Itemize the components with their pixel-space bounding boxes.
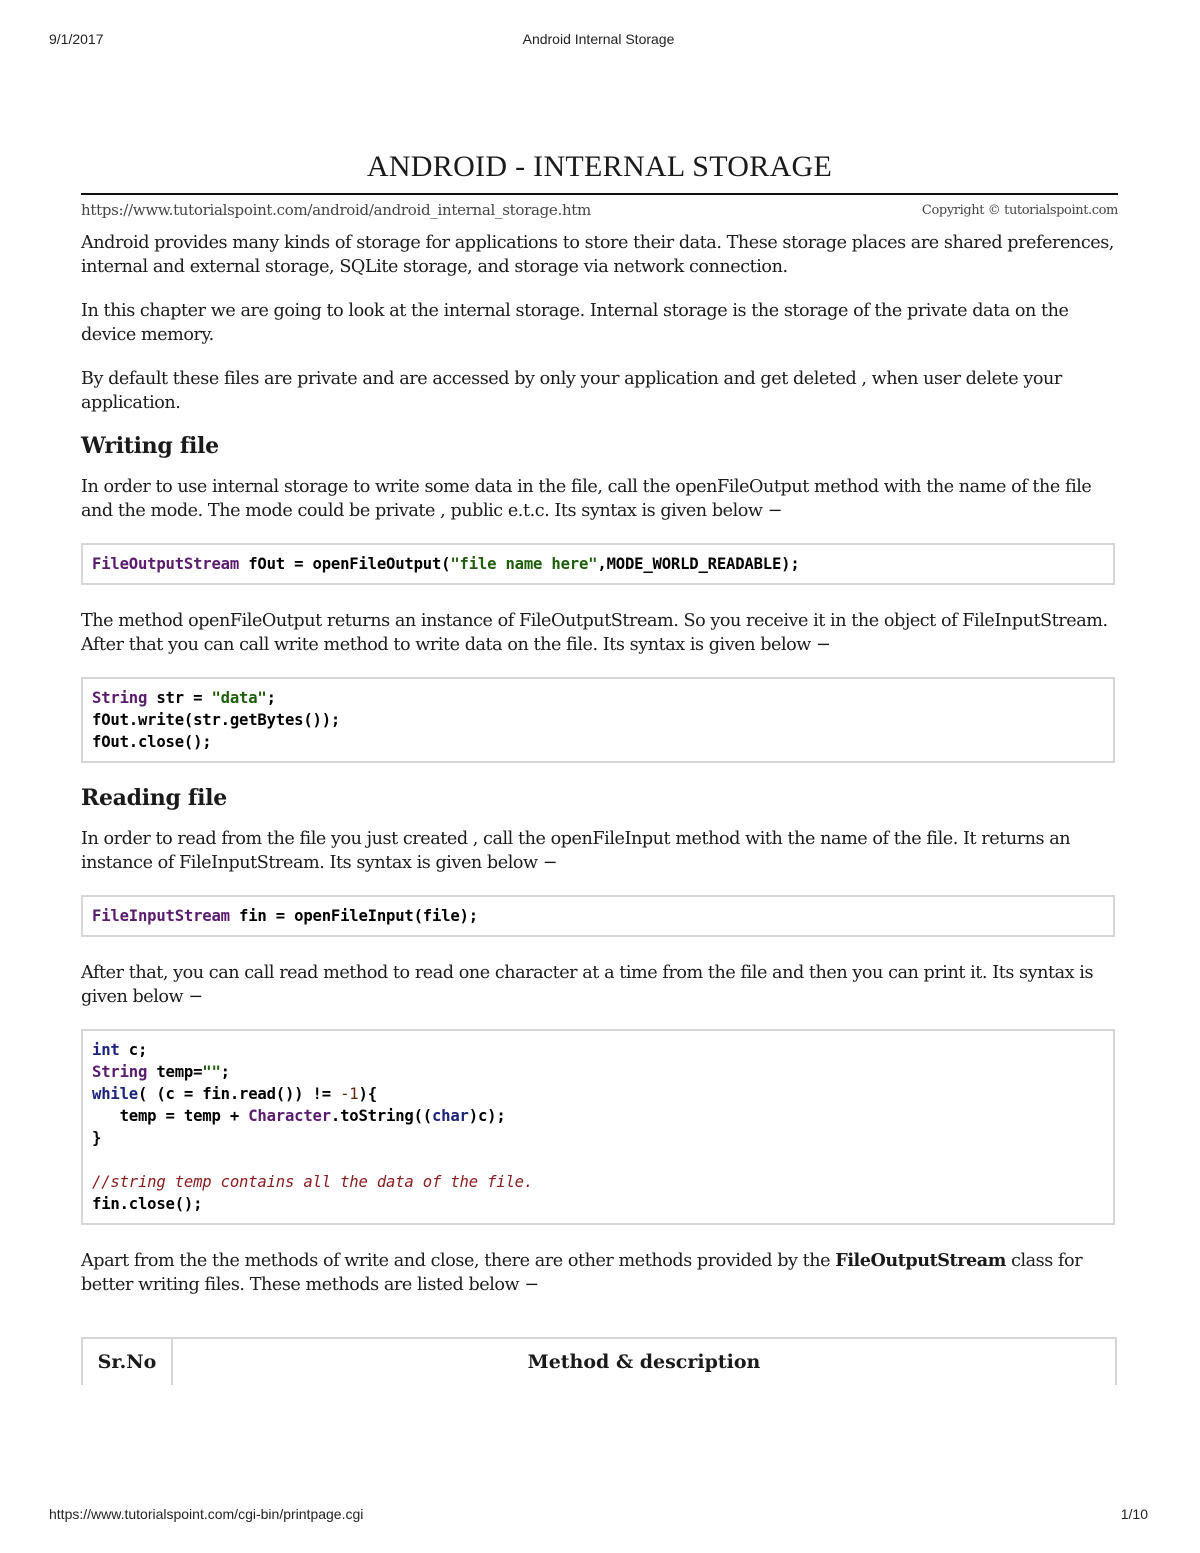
methods-table bbox=[81, 1337, 1117, 1385]
code-line bbox=[92, 687, 1104, 709]
code-line bbox=[92, 1105, 1104, 1127]
intro-paragraph-1: Android provides many kinds of storage for applications to store their data. These storage places are shared preferences, internal and external storage, SQLite storage, and storage via network connection. bbox=[81, 233, 1114, 277]
code-token: char bbox=[431, 1107, 469, 1125]
intro-paragraph-3: By default these files are private and are accessed by only your application and get deleted , when user delete your application. bbox=[81, 369, 1062, 413]
code-token: String bbox=[92, 689, 148, 707]
code-block-open-input bbox=[81, 895, 1115, 937]
code-line bbox=[92, 1039, 1104, 1061]
code-token: "file name here" bbox=[450, 555, 598, 573]
reading-paragraph-2: After that, you can call read method to read one character at a time from the file and then you can print it. Its syntax is given below − bbox=[81, 963, 1094, 1007]
code-token: ,MODE_WORLD_READABLE); bbox=[597, 555, 800, 573]
code-line bbox=[92, 553, 1104, 575]
intro-paragraph-2: In this chapter we are going to look at the internal storage. Internal storage is the storage of the private data on the device memory. bbox=[81, 301, 1069, 345]
closing-text-after: class for better writing files. These methods are listed below − bbox=[81, 1251, 1083, 1295]
heading-reading-file: Reading file bbox=[81, 785, 227, 811]
code-token: .toString(( bbox=[330, 1107, 432, 1125]
code-token: FileInputStream bbox=[92, 907, 230, 925]
source-row bbox=[81, 201, 1118, 231]
code-token: } bbox=[92, 1129, 102, 1147]
code-token: fin = openFileInput(file); bbox=[229, 907, 478, 925]
print-header bbox=[49, 31, 1148, 49]
copyright-notice: Copyright © tutorialspoint.com bbox=[921, 203, 1118, 218]
code-token: str = bbox=[147, 689, 212, 707]
code-token: fin.close(); bbox=[92, 1195, 203, 1213]
footer-url: https://www.tutorialspoint.com/cgi-bin/printpage.cgi bbox=[49, 1506, 364, 1522]
code-token: String bbox=[92, 1063, 148, 1081]
page-title: ANDROID - INTERNAL STORAGE bbox=[81, 150, 1118, 195]
code-token: Character bbox=[248, 1107, 331, 1125]
code-line bbox=[92, 1193, 1104, 1215]
closing-paragraph bbox=[81, 1249, 1118, 1297]
code-token: while bbox=[92, 1085, 138, 1103]
code-line bbox=[92, 1171, 1104, 1193]
class-name-bold: FileOutputStream bbox=[835, 1250, 1006, 1271]
code-block-open-output bbox=[81, 543, 1115, 585]
code-token: -1 bbox=[340, 1085, 359, 1103]
column-header-method: Method & description bbox=[172, 1338, 1116, 1385]
code-token: ; bbox=[220, 1063, 230, 1081]
code-token: ; bbox=[266, 689, 276, 707]
print-title: Android Internal Storage bbox=[522, 31, 675, 47]
code-line bbox=[92, 1083, 1104, 1105]
code-token: )c); bbox=[468, 1107, 506, 1125]
code-token: temp= bbox=[147, 1063, 203, 1081]
code-token: int bbox=[92, 1041, 120, 1059]
print-date: 9/1/2017 bbox=[49, 31, 104, 47]
code-token: "data" bbox=[211, 689, 267, 707]
code-token: FileOutputStream bbox=[92, 555, 240, 573]
code-token: "" bbox=[202, 1063, 221, 1081]
code-block-read-loop bbox=[81, 1029, 1115, 1225]
source-url[interactable]: https://www.tutorialspoint.com/android/android_internal_storage.htm bbox=[81, 201, 591, 219]
writing-paragraph-2: The method openFileOutput returns an instance of FileOutputStream. So you receive it in the object of FileInputStream. After that you can call write method to write data on the file. Its syntax is given below − bbox=[81, 611, 1108, 655]
code-token: //string temp contains all the data of the file. bbox=[92, 1173, 534, 1191]
code-line bbox=[92, 1127, 1104, 1149]
code-token: openFileOutput( bbox=[312, 555, 451, 573]
code-token: ( (c = fin.read()) != bbox=[137, 1085, 341, 1103]
code-line bbox=[92, 1149, 1104, 1171]
code-line bbox=[92, 709, 1104, 731]
code-token: ){ bbox=[358, 1085, 377, 1103]
column-header-srno: Sr.No bbox=[82, 1338, 172, 1385]
reading-paragraph-1: In order to read from the file you just created , call the openFileInput method with the name of the file. It returns an instance of FileInputStream. Its syntax is given below − bbox=[81, 829, 1071, 873]
code-token: c; bbox=[119, 1041, 148, 1059]
code-token: fOut.close(); bbox=[92, 733, 212, 751]
code-line bbox=[92, 731, 1104, 753]
heading-writing-file: Writing file bbox=[81, 433, 219, 459]
page-number: 1/10 bbox=[1120, 1506, 1148, 1522]
code-token: temp = temp + bbox=[92, 1107, 249, 1125]
code-line bbox=[92, 905, 1104, 927]
document-body bbox=[81, 150, 1118, 1385]
code-block-write bbox=[81, 677, 1115, 763]
code-line bbox=[92, 1061, 1104, 1083]
print-footer bbox=[49, 1506, 1148, 1524]
code-token: fOut = bbox=[239, 555, 313, 573]
writing-paragraph-1: In order to use internal storage to write some data in the file, call the openFileOutput method with the name of the file and the mode. The mode could be private , public e.t.c. Its syntax is given below − bbox=[81, 477, 1092, 521]
code-token: fOut.write(str.getBytes()); bbox=[92, 711, 341, 729]
table-header-row bbox=[82, 1338, 1116, 1385]
closing-text-before: Apart from the the methods of write and close, there are other methods provided by the bbox=[81, 1251, 836, 1271]
